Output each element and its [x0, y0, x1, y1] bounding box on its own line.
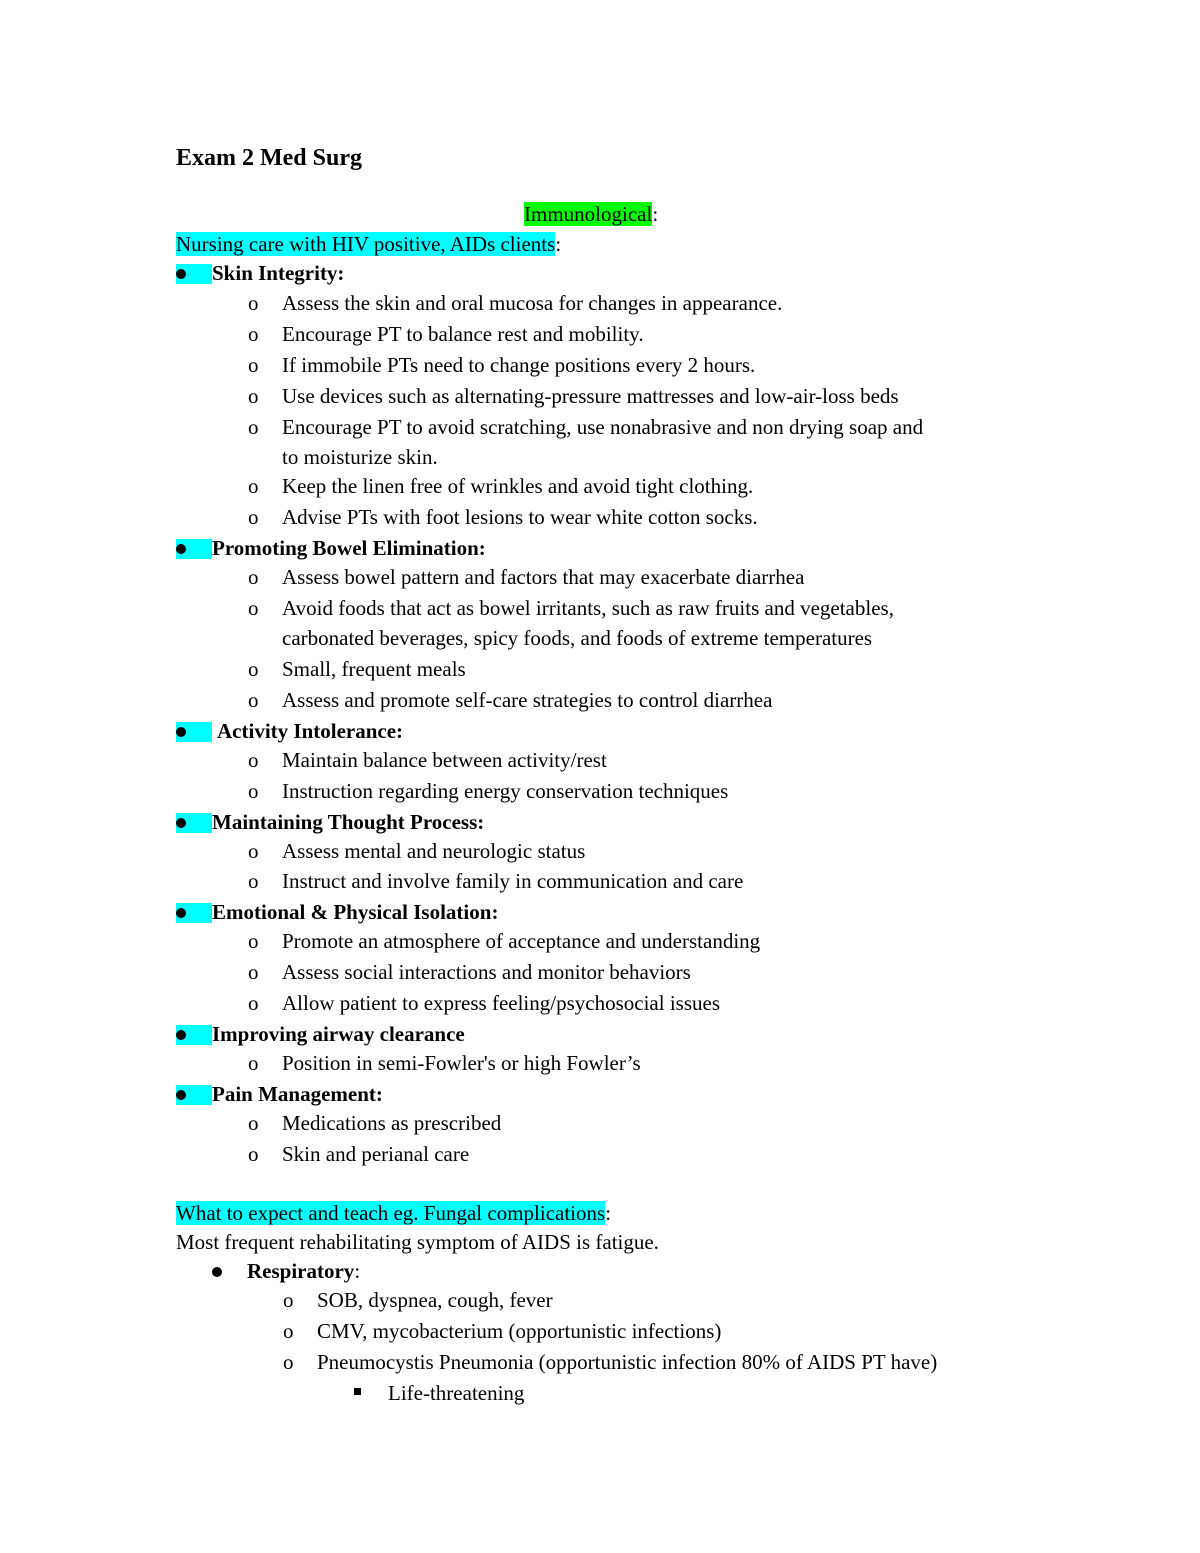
list-item: Assess and promote self-care strategies to control diarrhea	[282, 688, 773, 712]
circle-bullet-icon: o	[248, 322, 259, 346]
circle-bullet-icon: o	[248, 1142, 259, 1166]
list-item: Use devices such as alternating-pressure mattresses and low-air-loss beds	[282, 384, 899, 408]
section-label-airway: Improving airway clearance	[212, 1022, 465, 1046]
square-bullet-icon	[354, 1388, 361, 1395]
list-item: Assess the skin and oral mucosa for changes in appearance.	[282, 291, 783, 315]
list-item: Skin and perianal care	[282, 1142, 470, 1166]
subheading-suffix: :	[555, 232, 562, 256]
list-item: Keep the linen free of wrinkles and avoid tight clothing.	[282, 474, 754, 498]
circle-bullet-icon: o	[248, 1111, 259, 1135]
respiratory-label-text: Respiratory	[247, 1259, 355, 1283]
circle-bullet-icon: o	[248, 353, 259, 377]
list-item: Allow patient to express feeling/psychosocial issues	[282, 991, 720, 1015]
circle-bullet-icon: o	[248, 1051, 259, 1075]
list-item: If immobile PTs need to change positions every 2 hours.	[282, 353, 756, 377]
circle-bullet-icon: o	[248, 688, 259, 712]
bullet-icon	[176, 727, 186, 737]
circle-bullet-icon: o	[248, 415, 259, 439]
respiratory-label-suffix: :	[354, 1259, 361, 1283]
circle-bullet-icon: o	[248, 779, 259, 803]
circle-bullet-icon: o	[248, 291, 259, 315]
list-item: SOB, dyspnea, cough, fever	[317, 1288, 553, 1312]
list-item: Small, frequent meals	[282, 657, 466, 681]
list-item: Maintain balance between activity/rest	[282, 748, 607, 772]
list-item: Instruct and involve family in communication and care	[282, 869, 744, 893]
list-item: Medications as prescribed	[282, 1111, 502, 1135]
circle-bullet-icon: o	[248, 991, 259, 1015]
list-item: Encourage PT to balance rest and mobility.	[282, 322, 644, 346]
bullet-icon	[212, 1267, 222, 1277]
circle-bullet-icon: o	[248, 505, 259, 529]
circle-bullet-icon: o	[283, 1288, 294, 1312]
subheading	[176, 230, 561, 259]
section-label-pain: Pain Management:	[212, 1082, 383, 1106]
circle-bullet-icon: o	[248, 839, 259, 863]
bullet-icon	[176, 908, 186, 918]
list-item: Advise PTs with foot lesions to wear white cotton socks.	[282, 505, 758, 529]
circle-bullet-icon: o	[248, 929, 259, 953]
list-subitem: Life-threatening	[388, 1381, 525, 1405]
list-item: Position in semi-Fowler's or high Fowler’s	[282, 1051, 641, 1075]
list-item: Avoid foods that act as bowel irritants, such as raw fruits and vegetables,	[282, 596, 894, 620]
bullet-icon	[176, 544, 186, 554]
section-label-bowel-elimination: Promoting Bowel Elimination:	[212, 536, 486, 560]
circle-bullet-icon: o	[248, 384, 259, 408]
list-item-continuation: carbonated beverages, spicy foods, and foods of extreme temperatures	[282, 626, 873, 650]
circle-bullet-icon: o	[248, 748, 259, 772]
circle-bullet-icon: o	[283, 1350, 294, 1374]
circle-bullet-icon: o	[248, 657, 259, 681]
list-item-continuation: to moisturize skin.	[282, 445, 438, 469]
second-heading-text: What to expect and teach eg. Fungal complications	[176, 1201, 606, 1225]
circle-bullet-icon: o	[248, 565, 259, 589]
circle-bullet-icon: o	[248, 596, 259, 620]
document-title: Exam 2 Med Surg	[176, 145, 362, 171]
list-item: Pneumocystis Pneumonia (opportunistic infection 80% of AIDS PT have)	[317, 1350, 938, 1374]
section-heading-suffix: :	[652, 202, 659, 226]
section-label-isolation: Emotional & Physical Isolation:	[212, 900, 499, 924]
respiratory-label	[247, 1257, 360, 1286]
section-label-skin-integrity: Skin Integrity:	[212, 261, 345, 285]
section-heading	[524, 200, 658, 229]
second-heading	[176, 1199, 611, 1228]
list-item: Assess bowel pattern and factors that may exacerbate diarrhea	[282, 565, 805, 589]
circle-bullet-icon: o	[248, 474, 259, 498]
section-heading-text: Immunological	[524, 202, 653, 226]
circle-bullet-icon: o	[248, 869, 259, 893]
circle-bullet-icon: o	[248, 960, 259, 984]
circle-bullet-icon: o	[283, 1319, 294, 1343]
list-item: CMV, mycobacterium (opportunistic infections)	[317, 1319, 722, 1343]
section-label-activity-intolerance: Activity Intolerance:	[217, 719, 404, 743]
second-heading-suffix: :	[605, 1201, 612, 1225]
bullet-icon	[176, 269, 186, 279]
subheading-text: Nursing care with HIV positive, AIDs clients	[176, 232, 556, 256]
list-item: Instruction regarding energy conservation techniques	[282, 779, 729, 803]
list-item: Promote an atmosphere of acceptance and understanding	[282, 929, 761, 953]
section-label-thought-process: Maintaining Thought Process:	[212, 810, 485, 834]
bullet-icon	[176, 1090, 186, 1100]
list-item: Assess mental and neurologic status	[282, 839, 586, 863]
bullet-icon	[176, 1030, 186, 1040]
bullet-icon	[176, 818, 186, 828]
fatigue-line: Most frequent rehabilitating symptom of AIDS is fatigue.	[176, 1230, 659, 1254]
list-item: Assess social interactions and monitor behaviors	[282, 960, 691, 984]
list-item: Encourage PT to avoid scratching, use nonabrasive and non drying soap and	[282, 415, 924, 439]
